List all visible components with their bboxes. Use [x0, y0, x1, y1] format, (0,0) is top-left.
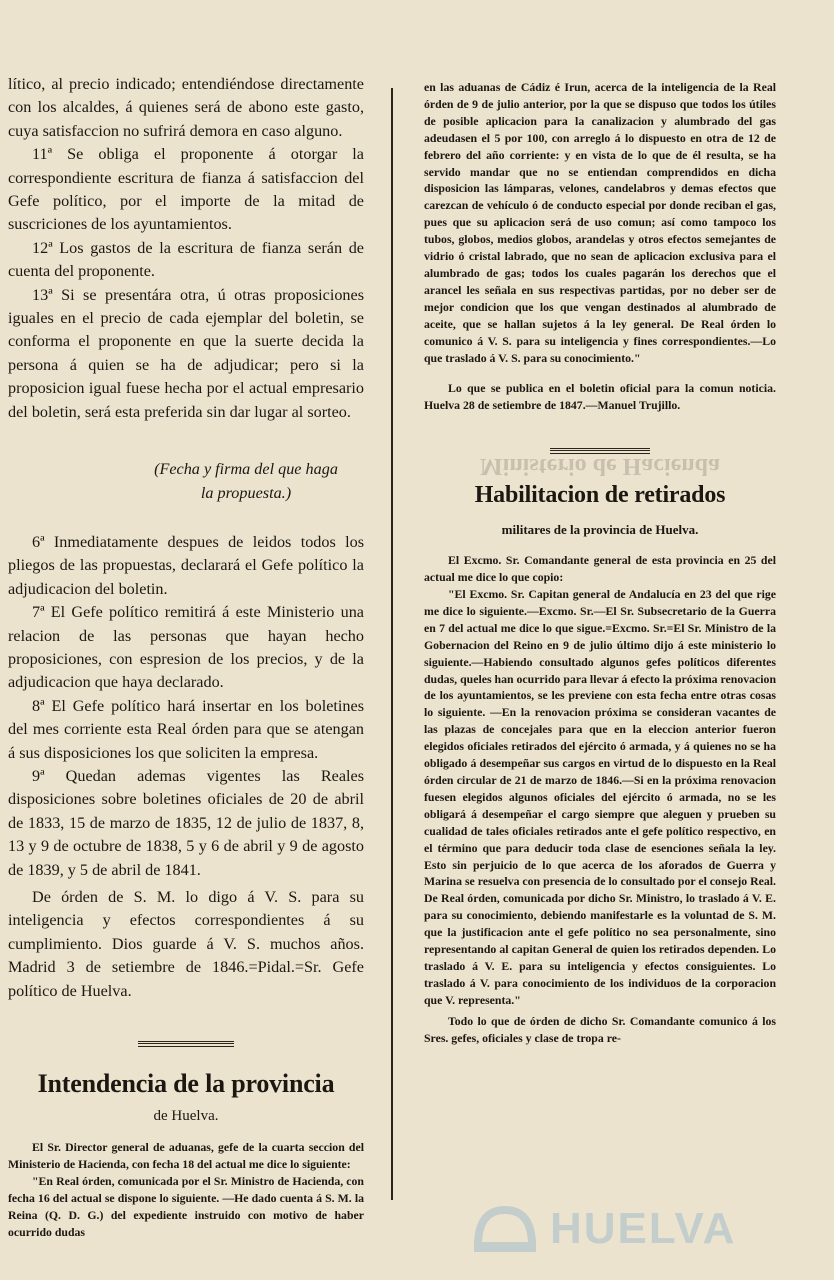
left-column	[8, 0, 364, 1240]
watermark-text: HUELVA	[550, 1204, 737, 1253]
column-divider	[391, 88, 393, 1200]
paragraph: "El Excmo. Sr. Capitan general de Andalucía en 23 del que rige me dice lo siguiente.—Excmo. Sr.—El Sr. Subsecretario de la Guerra en 7 del actual me dice lo que sigue.=Excmo. Sr.=El Sr. Ministro de la Gobernacion del Reino en 9 de julio último dijo á este ministerio lo siguiente.—Habiendo consultado algunos gefes políticos diferentes dudas, queles han ocurrido para llevar á efecto la próxima renovacion de los ayuntamientos, se les previene con esta fecha entre otras cosas lo siguiente. —En la renovacion próxima se consideran vacantes de las plazas de concejales para que en la eleccion anterior fueron elegidos oficiales retirados del ejército ó armada, y á quienes no se ha obligado á desempeñar sus cargos en virtud de lo dispuesto en la Real órden circular de 21 de marzo de 1846.—Si en la próxima renovacion fuesen elegidos algunos oficiales del ejército ó armada, no se les obligará á desempeñar el cargo siempre que aleguen y prueben su cualidad de tales oficiales retirados ante el gefe político respectivo, en el término que para deducir toda clase de esenciones señala la ley. Esto sin perjuicio de lo que acerca de los aforados de Guerra y Marina se resuelva con presencia de lo consultado por el consejo Real. De Real órden, comunicada por dicho Sr. Ministro, lo traslado á V. E. para su conocimiento, debiendo manifestarle es la voluntad de S. M. que la justificacion ante el gefe político no sea personalmente, sino representando al capitan General de quien los retirados dependen. Lo traslado á V. E. para su inteligencia y efectos consiguientes. Lo traslado á V. para conocimiento de los individuos de la corporacion que V. representa."	[424, 587, 776, 1007]
signature-note: (Fecha y firma del que haga	[154, 460, 338, 479]
paragraph: El Excmo. Sr. Comandante general de esta provincia en 25 del actual me dice lo que copio:	[424, 553, 776, 585]
paragraph: 11ª Se obliga el proponente á otorgar la correspondiente escritura de fianza á satisfaccion del Gefe político, por el importe de la mitad de suscriciones de los ayuntamientos.	[8, 145, 364, 234]
paragraph: Lo que se publica en el boletin oficial para la comun noticia. Huelva 28 de setiembre de 1847.—Manuel Trujillo.	[424, 381, 776, 413]
paragraph: "En Real órden, comunicada por el Sr. Ministro de Hacienda, con fecha 16 del actual se dispone lo siguiente. —He dado cuenta á S. M. la Reina (Q. D. G.) del expediente instruido con motivo de haber ocurrido dudas	[8, 1173, 364, 1239]
paragraph: 8ª El Gefe político hará insertar en los boletines del mes corriente esta Real órden para que se atengan á sus disposiciones los que soliciten la empresa.	[8, 696, 364, 762]
paragraph: De órden de S. M. lo digo á V. S. para su inteligencia y efectos correspondientes á su cumplimiento. Dios guarde á V. S. muchos años. Madrid 3 de setiembre de 1846.=Pidal.=Sr. Gefe político de Huelva.	[8, 888, 364, 1000]
section-title: Intendencia de la provincia	[37, 1069, 335, 1099]
paragraph: en las aduanas de Cádiz é Irun, acerca de la inteligencia de la Real órden de 9 de julio anterior, por la que se dispuso que todos los útiles de posible aplicacion para la canalizacion y alumbrado del gas adeudasen el 5 por 100, con arreglo á lo dispuesto en otra de 12 de febrero del año corriente: y en vista de lo que de él resulta, se ha servido mandar que no se entiendan comprendidos en dicha disposicion las lámparas, velones, candelabros y demas efectos que carezcan de vehículo ó de conducto especial por donde reciban el gas, pues que su aplicacion será de uso comun; así como tampoco los tubos, globos, medios globos, arandelas y otros efectos semejantes de vidrio ó cristal labrado, que no sean de aplicacion exclusiva para el alumbrado de gas; todos los cuales pagarán los derechos que el arancel les señala en sus respectivas partidas, por no deber ser de mejor condicion que los que vengan destinados al alumbrado de aceite, que se hallan sujetos á la ley general. De Real órden lo comunico á V. S. para su inteligencia y fines correspondientes.—Lo que traslado á V. S. para su conocimiento."	[424, 80, 776, 365]
paragraph: 6ª Inmediatamente despues de leidos todos los pliegos de las propuestas, declarará el Gefe político la adjudicacion del boletin.	[8, 532, 364, 598]
paragraph: lítico, al precio indicado; entendiéndose directamente con los alcaldes, á quienes será de abono este gasto, cuya satisfaccion no sufrirá demora en caso alguno.	[8, 75, 364, 140]
section-separator	[138, 1041, 234, 1047]
paragraph: 9ª Quedan ademas vigentes las Reales disposiciones sobre boletines oficiales de 20 de abril de 1833, 15 de marzo de 1835, 12 de julio de 1837, 8, 13 y 9 de octubre de 1838, 5 y 6 de abril y 9 de agosto de 1839, y 5 de abril de 1841.	[8, 766, 364, 879]
paragraph: 13ª Si se presentára otra, ú otras proposiciones iguales en el precio de cada ejemplar del boletin, se conforma el proponente en que la suerte decida la persona á quien se ha de adjudicar; pero si la proposicion igual fuese hecha por el actual empresario del boletin, será esta preferida sin dar lugar al sorteo.	[8, 285, 364, 421]
section-subtitle: de Huelva.	[153, 1108, 219, 1125]
archive-watermark	[470, 1196, 780, 1266]
paragraph: 12ª Los gastos de la escritura de fianza serán de cuenta del proponente.	[8, 238, 364, 281]
paragraph: Todo lo que de órden de dicho Sr. Comandante comunico á los Sres. gefes, oficiales y clase de tropa re-	[424, 1013, 776, 1045]
right-column	[424, 0, 776, 1047]
paragraph: 7ª El Gefe político remitirá á este Ministerio una relacion de las personas que hayan hecho proposiciones, con espresion de los precios, y de la adjudicacion que haya declarado.	[8, 603, 364, 692]
watermark-logo-icon	[470, 1198, 540, 1260]
section-subtitle: militares de la provincia de Huelva.	[501, 522, 699, 538]
paragraph: El Sr. Director general de aduanas, gefe de la cuarta seccion del Ministerio de Hacienda, con fecha 18 del actual me dice lo siguiente:	[8, 1140, 364, 1171]
section-title: Habilitacion de retirados	[474, 482, 726, 509]
show-through-text: Ministerio de Hacienda	[480, 453, 720, 480]
signature-note: la propuesta.)	[200, 483, 292, 502]
